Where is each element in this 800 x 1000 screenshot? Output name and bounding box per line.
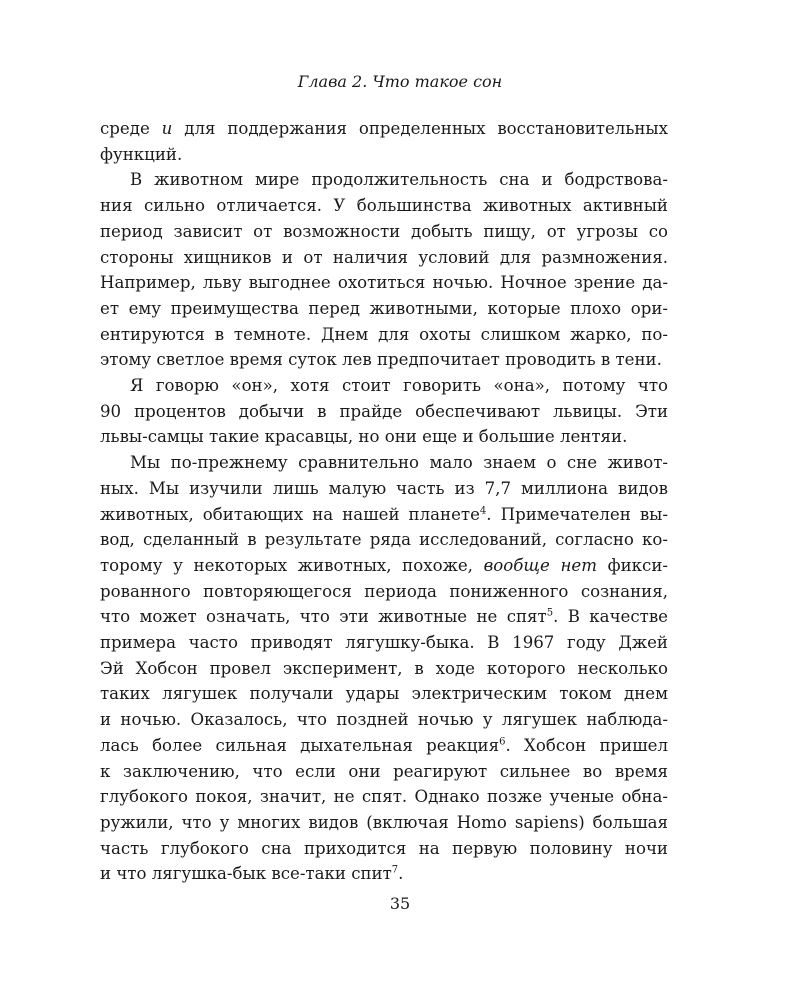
text-line	[100, 167, 668, 193]
text-line	[100, 476, 668, 502]
text-line	[100, 527, 668, 553]
footnote-ref: 5	[546, 607, 554, 619]
paragraph	[100, 373, 668, 450]
text-run: рованного повторяющегося периода пониженного сознания,	[100, 581, 668, 601]
text-line	[100, 707, 668, 733]
text-run: что может означать, что эти животные не спят	[100, 607, 547, 627]
text-line	[100, 681, 668, 707]
text-run: среде	[100, 119, 162, 138]
emphasis: и	[161, 119, 173, 138]
footnote-ref: 4	[479, 505, 487, 517]
text-line	[100, 373, 668, 399]
text-line	[100, 810, 668, 836]
text-run: львы-самцы такие красавцы, но они еще и большие лентяи.	[100, 427, 628, 447]
text-run: к заключению, что если они реагируют сильнее во время	[100, 761, 668, 781]
text-line	[100, 502, 668, 528]
text-run: вод, сделанный в результате ряда исследований, согласно ко-	[100, 530, 668, 550]
footnote-ref: 6	[499, 736, 506, 748]
text-line	[100, 836, 668, 862]
text-run: 90 процентов добычи в прайде обеспечивают львицы. Эти	[100, 401, 668, 421]
text-line	[100, 193, 668, 219]
text-run: лась более сильная дыхательная реакция	[100, 735, 500, 755]
paragraph	[100, 167, 668, 373]
text-line	[100, 733, 668, 759]
text-line	[100, 296, 668, 322]
text-run: . Хобсон пришел	[505, 735, 669, 755]
paragraph	[100, 116, 668, 167]
text-run: примера часто приводят лягушку-быка. В 1967 году Джей	[100, 633, 668, 653]
text-run: стороны хищников и от наличия условий для размножения.	[100, 247, 668, 267]
text-run: . Примечателен вы-	[486, 504, 668, 524]
text-line	[100, 142, 668, 168]
text-run: Эй Хобсон провел эксперимент, в ходе которого несколько	[100, 658, 668, 678]
text-line	[100, 759, 668, 785]
text-run: фикси-	[596, 555, 668, 575]
text-run: Я говорю «он», хотя стоит говорить «она», потому что	[130, 376, 668, 396]
footnote-ref: 7	[391, 864, 399, 876]
text-run: ружили, что у многих видов (включая Homo sapiens)	[100, 812, 593, 832]
running-header: Глава 2. Что такое сон	[297, 72, 503, 91]
text-run: ния сильно отличается. У большинства животных активный	[100, 196, 668, 216]
text-run: и ночью. Оказалось, что поздней ночью у лягушек наблюда-	[100, 710, 668, 730]
text-run: этому светлое время суток лев предпочитает проводить в тени.	[100, 350, 662, 370]
text-run: животных, обитающих на нашей планете	[100, 504, 480, 524]
text-run: ет ему преимущества перед животными, которые плохо ори-	[100, 298, 668, 318]
text-run: торому у некоторых животных, похоже,	[100, 555, 484, 575]
text-line	[100, 424, 668, 450]
text-line	[100, 219, 668, 245]
paragraph	[100, 450, 668, 887]
text-run: . В качестве	[553, 607, 668, 627]
text-run: глубокого покоя, значит, не спят. Однако позже ученые обна-	[100, 787, 668, 807]
text-run: таких лягушек получали удары электрическим током днем	[100, 684, 668, 704]
text-run: .	[398, 864, 404, 884]
text-line	[100, 116, 668, 142]
text-line	[100, 630, 668, 656]
text-line	[100, 579, 668, 605]
text-line	[100, 553, 668, 579]
text-run: Мы по-прежнему сравнительно мало знаем о сне живот-	[130, 453, 668, 473]
text-run: функций.	[100, 144, 183, 164]
text-line	[100, 245, 668, 271]
text-line	[100, 322, 668, 348]
text-line	[100, 861, 668, 887]
text-run: для поддержания определенных восстановительных	[172, 119, 668, 138]
text-run: период зависит от возможности добыть пищу, от угрозы со	[100, 221, 668, 241]
text-run: ных. Мы изучили лишь малую часть из 7,7 миллиона видов	[100, 478, 668, 498]
text-run: и что лягушка-бык все-таки спит	[100, 864, 392, 884]
text-run: льшая	[612, 812, 668, 832]
page-number: 35	[389, 894, 411, 913]
text-run: бо	[592, 812, 613, 832]
text-run: Например, льву выгоднее охотиться ночью. Ночное зрение да-	[100, 273, 668, 293]
emphasis: вообще нет	[483, 555, 597, 575]
text-line	[100, 270, 668, 296]
body-text	[100, 116, 668, 887]
text-run: часть глубокого сна приходится на первую половину ночи	[100, 838, 668, 858]
text-run: В животном мире продолжительность сна и бодрствова-	[130, 170, 668, 190]
text-line	[100, 399, 668, 425]
text-line	[100, 450, 668, 476]
text-line	[100, 784, 668, 810]
text-run: ентируются в темноте. Днем для охоты слишком жарко, по-	[100, 324, 668, 344]
text-line	[100, 604, 668, 630]
text-line	[100, 347, 668, 373]
text-line	[100, 656, 668, 682]
